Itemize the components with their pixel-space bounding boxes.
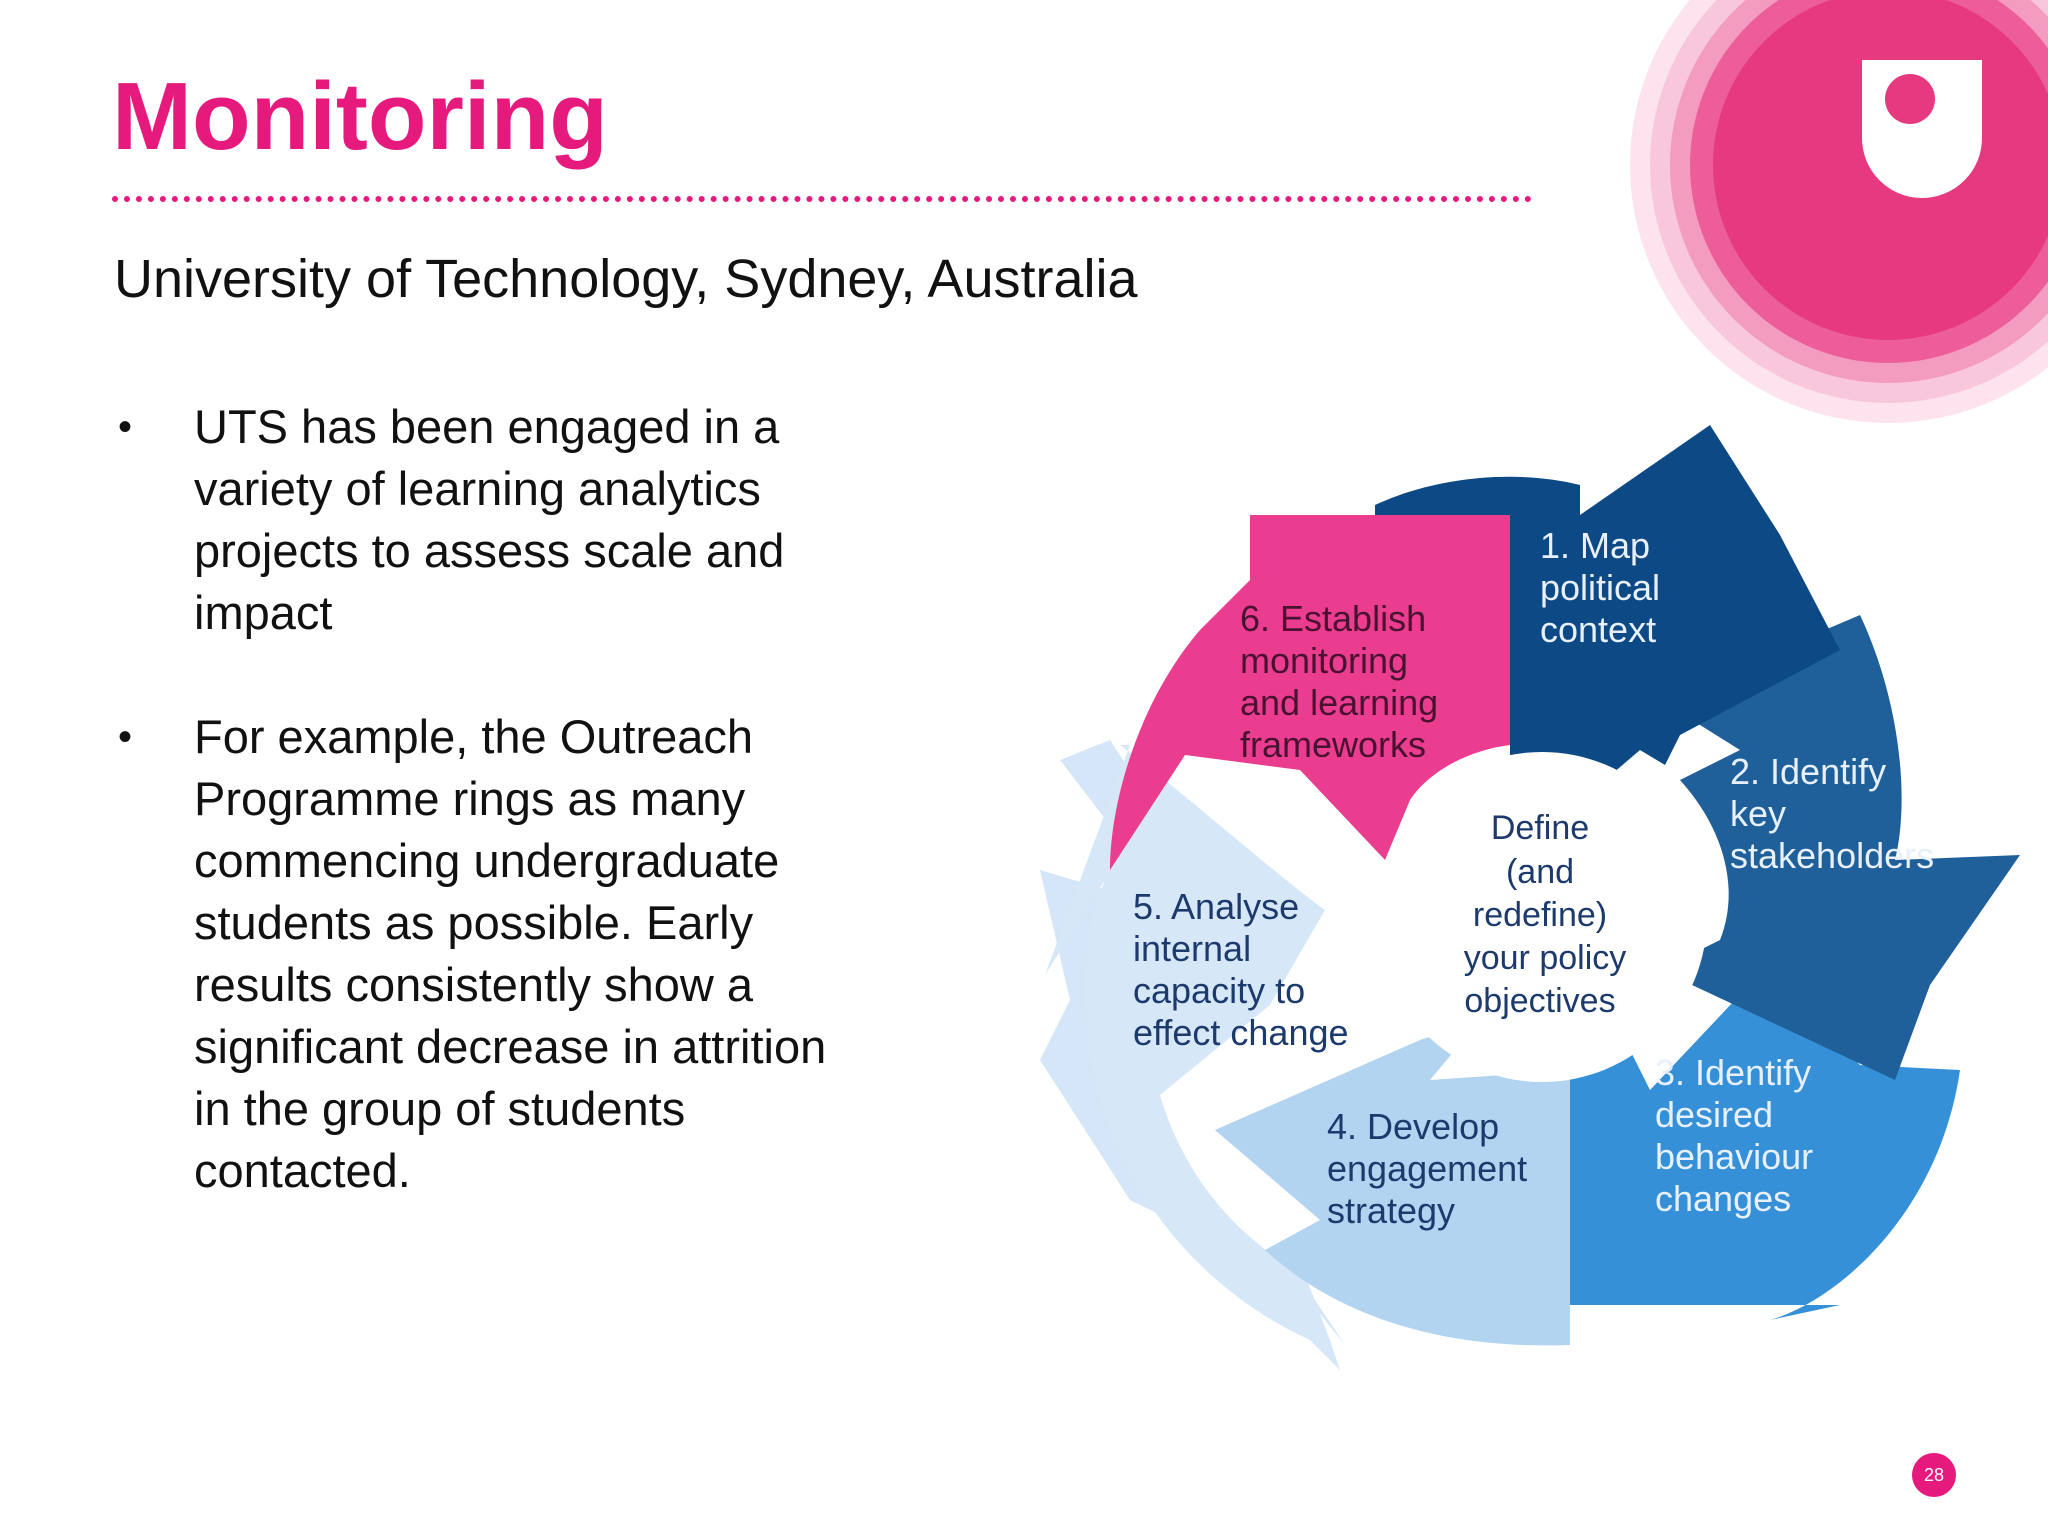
step-1-label	[1540, 525, 1660, 650]
bullet-line: commencing undergraduate	[194, 834, 780, 887]
bullet-line: contacted.	[194, 1144, 411, 1197]
bullet-line: students as possible. Early	[194, 896, 754, 949]
step-line: engagement	[1327, 1148, 1528, 1189]
step-line: 6. Establish	[1240, 598, 1427, 639]
page-title: Monitoring	[112, 63, 608, 170]
step-line: stakeholders	[1730, 835, 1935, 876]
step-line: internal	[1133, 928, 1252, 969]
step-line: strategy	[1327, 1190, 1456, 1231]
step-line: political	[1540, 567, 1661, 608]
step-line: 4. Develop	[1327, 1106, 1500, 1147]
center-line: redefine)	[1472, 896, 1608, 934]
step-line: capacity to	[1133, 970, 1306, 1011]
step-line: behaviour	[1655, 1136, 1814, 1177]
bullet-line: projects to assess scale and	[194, 524, 785, 577]
bullet-line: in the group of students	[194, 1082, 686, 1135]
bullet-line: UTS has been engaged in a	[194, 400, 780, 453]
step-line: 3. Identify	[1655, 1052, 1812, 1093]
step-line: and learning	[1240, 682, 1439, 723]
center-line: Define	[1490, 809, 1590, 847]
step-3-label	[1655, 1052, 1813, 1219]
step-line: frameworks	[1240, 724, 1427, 765]
slide-subtitle: University of Technology, Sydney, Australia	[114, 249, 1138, 309]
bullet-line: For example, the Outreach	[194, 710, 754, 763]
step-line: 1. Map	[1540, 525, 1651, 566]
bullet-line: variety of learning analytics	[194, 462, 761, 515]
step-line: 5. Analyse	[1133, 886, 1300, 927]
bullet-line: results consistently show a	[194, 958, 754, 1011]
step-line: 2. Identify	[1730, 751, 1887, 792]
center-line: objectives	[1464, 982, 1616, 1020]
step-line: effect change	[1133, 1012, 1349, 1053]
center-line: (and	[1505, 853, 1575, 891]
center-line: your policy	[1463, 939, 1627, 977]
step-6-label	[1240, 598, 1438, 765]
bullet-dot: •	[118, 715, 133, 759]
bullet-line: Programme rings as many	[194, 772, 746, 825]
step-line: key	[1730, 793, 1787, 834]
bullet-line: significant decrease in attrition	[194, 1020, 827, 1073]
page-number-badge: 28	[1912, 1453, 1956, 1497]
step-line: monitoring	[1240, 640, 1409, 681]
step-line: context	[1540, 609, 1657, 650]
bullet-dot: •	[118, 405, 133, 449]
step-line: changes	[1655, 1178, 1792, 1219]
step-line: desired	[1655, 1094, 1774, 1135]
bullet-line: impact	[194, 586, 333, 639]
